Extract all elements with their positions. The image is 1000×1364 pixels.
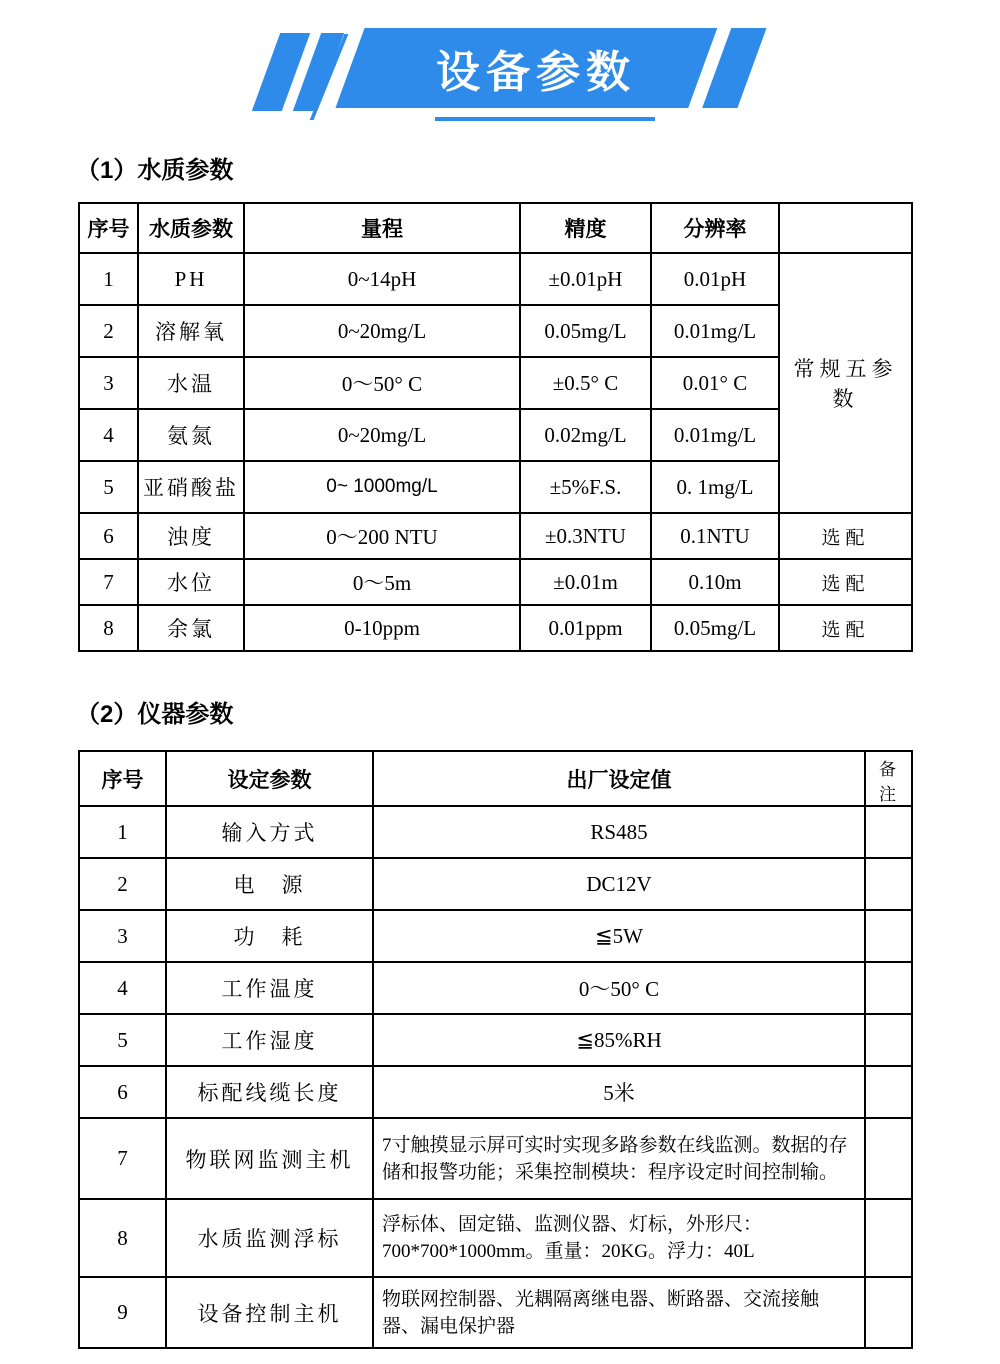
cell-value: 物联网控制器、光耦隔离继电器、断路器、交流接触器、漏电保护器 <box>373 1277 865 1348</box>
cell-value: DC12V <box>373 858 865 910</box>
table-row <box>79 513 912 559</box>
header-empty <box>779 203 912 253</box>
cell-param: 浊度 <box>138 513 244 559</box>
cell-param: 工作湿度 <box>166 1014 373 1066</box>
table-row <box>79 1277 912 1348</box>
cell-param: 水位 <box>138 559 244 605</box>
header-value: 出厂设定值 <box>373 751 865 806</box>
water-quality-table <box>78 202 913 652</box>
cell-remark <box>865 858 912 910</box>
header-remark: 备注 <box>865 751 912 806</box>
cell-resolution: 0.1NTU <box>651 513 779 559</box>
cell-param: PH <box>138 253 244 305</box>
cell-remark <box>865 1014 912 1066</box>
cell-remark <box>865 1118 912 1199</box>
cell-precision: 0.01ppm <box>520 605 651 651</box>
header-resolution: 分辨率 <box>651 203 779 253</box>
cell-no: 5 <box>79 1014 166 1066</box>
cell-range: 0~20mg/L <box>244 409 520 461</box>
section-heading-water: （1）水质参数 <box>76 157 234 184</box>
cell-range: 0-10ppm <box>244 605 520 651</box>
cell-param: 氨氮 <box>138 409 244 461</box>
cell-precision: ±0.5° C <box>520 357 651 409</box>
cell-precision: ±0.01m <box>520 559 651 605</box>
cell-resolution: 0.10m <box>651 559 779 605</box>
table-row <box>79 858 912 910</box>
cell-param: 工作温度 <box>166 962 373 1014</box>
table-row <box>79 559 912 605</box>
cell-optional: 选配 <box>779 559 912 605</box>
cell-no: 8 <box>79 605 138 651</box>
cell-no: 6 <box>79 1066 166 1118</box>
table-row <box>79 1118 912 1199</box>
header-range: 量程 <box>244 203 520 253</box>
table-row <box>79 1014 912 1066</box>
cell-no: 7 <box>79 1118 166 1199</box>
table-row <box>79 1199 912 1277</box>
cell-remark <box>865 1277 912 1348</box>
title-banner <box>0 0 1000 140</box>
section-heading-instrument: （2）仪器参数 <box>76 701 234 728</box>
cell-param: 设备控制主机 <box>166 1277 373 1348</box>
table-header-row <box>79 203 912 253</box>
cell-value: 0～50° C <box>373 962 865 1014</box>
cell-no: 3 <box>79 910 166 962</box>
cell-no: 4 <box>79 409 138 461</box>
cell-no: 7 <box>79 559 138 605</box>
cell-param: 水质监测浮标 <box>166 1199 373 1277</box>
cell-remark <box>865 962 912 1014</box>
cell-value: RS485 <box>373 806 865 858</box>
cell-optional: 选配 <box>779 513 912 559</box>
cell-range: 0~14pH <box>244 253 520 305</box>
cell-resolution: 0.05mg/L <box>651 605 779 651</box>
table-row <box>79 253 912 305</box>
cell-range: 0～5m <box>244 559 520 605</box>
cell-precision: 0.02mg/L <box>520 409 651 461</box>
table-row <box>79 962 912 1014</box>
cell-param: 亚硝酸盐 <box>138 461 244 513</box>
cell-resolution: 0.01mg/L <box>651 409 779 461</box>
header-no: 序号 <box>79 203 138 253</box>
cell-remark <box>865 1199 912 1277</box>
cell-resolution: 0.01° C <box>651 357 779 409</box>
cell-precision: ±0.3NTU <box>520 513 651 559</box>
cell-value: 7寸触摸显示屏可实时实现多路参数在线监测。数据的存储和报警功能；采集控制模块：程序设定时间控制输。 <box>373 1118 865 1199</box>
cell-range: 0～50° C <box>244 357 520 409</box>
header-param: 水质参数 <box>138 203 244 253</box>
cell-no: 6 <box>79 513 138 559</box>
cell-param: 电 源 <box>166 858 373 910</box>
cell-resolution: 0.01mg/L <box>651 305 779 357</box>
cell-no: 5 <box>79 461 138 513</box>
header-precision: 精度 <box>520 203 651 253</box>
cell-value: ≦85%RH <box>373 1014 865 1066</box>
cell-range: 0~20mg/L <box>244 305 520 357</box>
table-row <box>79 605 912 651</box>
table-row <box>79 1066 912 1118</box>
table-row <box>79 806 912 858</box>
banner-underline <box>435 117 655 121</box>
instrument-table <box>78 750 913 1349</box>
cell-value: 5米 <box>373 1066 865 1118</box>
cell-no: 2 <box>79 858 166 910</box>
cell-param: 余氯 <box>138 605 244 651</box>
cell-resolution: 0. 1mg/L <box>651 461 779 513</box>
cell-param: 溶解氧 <box>138 305 244 357</box>
cell-no: 4 <box>79 962 166 1014</box>
header-no: 序号 <box>79 751 166 806</box>
table-header-row <box>79 751 912 806</box>
header-param: 设定参数 <box>166 751 373 806</box>
table-row <box>79 910 912 962</box>
cell-precision: 0.05mg/L <box>520 305 651 357</box>
cell-remark <box>865 910 912 962</box>
cell-range: 0～200 NTU <box>244 513 520 559</box>
cell-resolution: 0.01pH <box>651 253 779 305</box>
cell-remark <box>865 806 912 858</box>
cell-no: 9 <box>79 1277 166 1348</box>
cell-remark <box>865 1066 912 1118</box>
cell-precision: ±0.01pH <box>520 253 651 305</box>
cell-no: 1 <box>79 253 138 305</box>
cell-value: 浮标体、固定锚、监测仪器、灯标，外形尺：700*700*1000mm。重量：20KG。浮力：40L <box>373 1199 865 1277</box>
cell-value: ≦5W <box>373 910 865 962</box>
cell-no: 8 <box>79 1199 166 1277</box>
cell-no: 3 <box>79 357 138 409</box>
cell-param: 标配线缆长度 <box>166 1066 373 1118</box>
cell-param: 输入方式 <box>166 806 373 858</box>
cell-group-note: 常规五参数 <box>779 253 912 513</box>
cell-param: 功 耗 <box>166 910 373 962</box>
cell-no: 2 <box>79 305 138 357</box>
cell-param: 物联网监测主机 <box>166 1118 373 1199</box>
cell-param: 水温 <box>138 357 244 409</box>
cell-precision: ±5%F.S. <box>520 461 651 513</box>
page-title: 设备参数 <box>436 48 636 97</box>
cell-range: 0~ 1000mg/L <box>244 461 520 513</box>
cell-no: 1 <box>79 806 166 858</box>
cell-optional: 选配 <box>779 605 912 651</box>
